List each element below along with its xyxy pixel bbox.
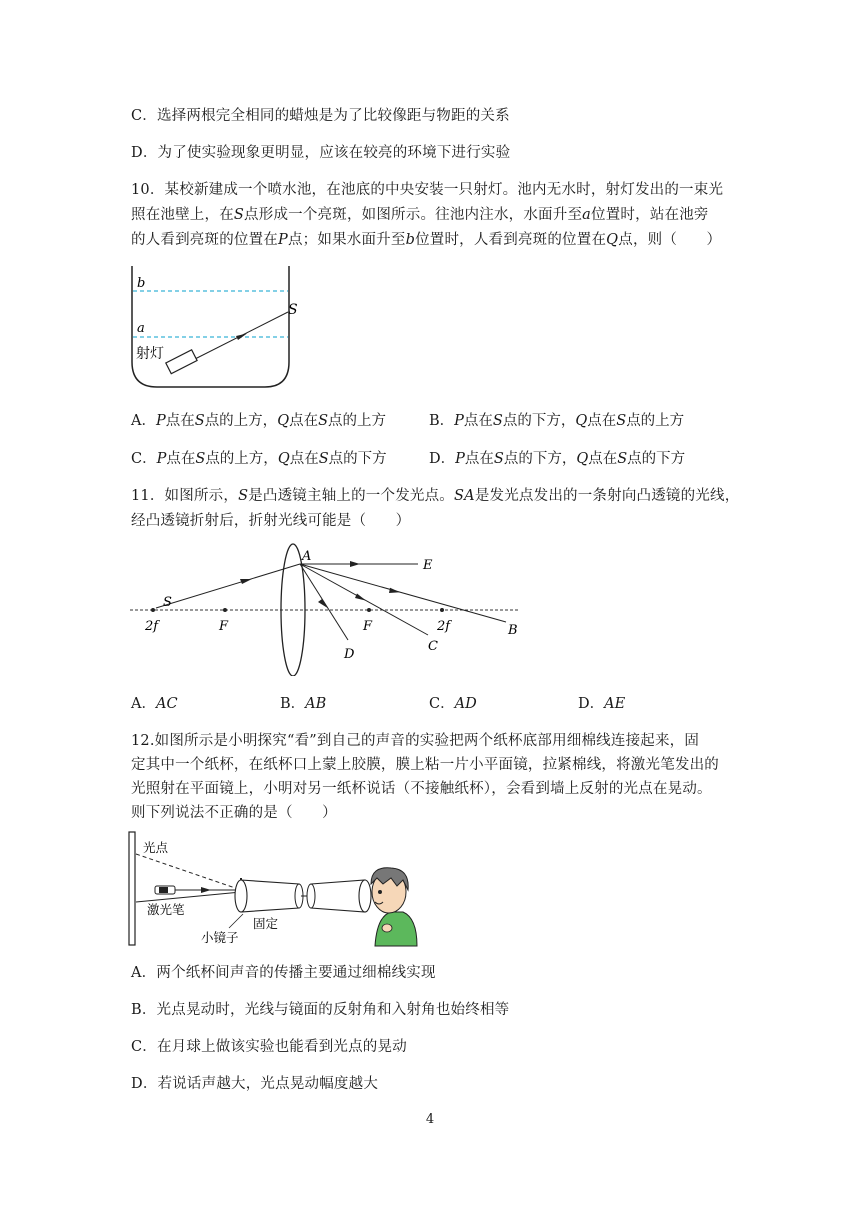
point-F-left xyxy=(223,608,227,612)
reflected-ray xyxy=(136,854,241,890)
label-mirror: 小镜子 xyxy=(201,930,239,945)
label-S: S xyxy=(288,302,298,318)
page-number: 4 xyxy=(425,1112,435,1127)
label-A: A xyxy=(302,549,312,564)
q10-stem-line-1: 10．某校新建成一个喷水池，在池底的中央安装一只射灯。池内无水时，射灯发出的一束光 xyxy=(131,182,724,198)
label-fixed: 固定 xyxy=(253,916,279,931)
ray-AC-arrow-icon xyxy=(355,594,366,601)
paper-cup-1 xyxy=(241,880,299,912)
q10-option-d: D．P点在S点的下方，Q点在S点的下方 xyxy=(429,451,686,467)
label-2f-left: 2f xyxy=(145,619,159,634)
q10-stem-line-3: 的人看到亮斑的位置在P点；如果水面升至b位置时，人看到亮斑的位置在Q点，则（ ） xyxy=(131,232,722,248)
laser-beam-2 xyxy=(136,892,241,902)
point-2f-left xyxy=(151,608,155,612)
incident-arrow-icon xyxy=(240,579,252,584)
q12-stem-line-3: 光照射在平面镜上，小明对另一纸杯说话（不接触纸杯），会看到墙上反射的光点在晃动。 xyxy=(131,781,712,797)
q12-stem-line-1: 12.如图所示是小明探究“看”到自己的声音的实验把两个纸杯底部用细棉线连接起来，固 xyxy=(131,733,700,749)
label-2f-right: 2f xyxy=(437,619,451,634)
q11-option-b: B．AB xyxy=(280,696,327,712)
q10-option-a: A．P点在S点的上方，Q点在S点的上方 xyxy=(131,413,387,429)
point-F-right xyxy=(367,608,371,612)
label-S: S xyxy=(163,595,172,610)
label-F-left: F xyxy=(219,619,229,634)
label-lamp: 射灯 xyxy=(136,346,164,362)
label-b: b xyxy=(137,276,146,291)
laser-arrow-icon xyxy=(201,887,211,893)
label-F-right: F xyxy=(363,619,373,634)
q12-option-c: C．在月球上做该实验也能看到光点的晃动 xyxy=(131,1039,407,1055)
label-B: B xyxy=(508,623,518,638)
q11-option-d: D．AE xyxy=(578,696,626,712)
q11-lens-figure xyxy=(128,538,528,676)
q10-option-b: B．P点在S点的下方，Q点在S点的上方 xyxy=(429,413,685,429)
q9-option-c: C．选择两根完全相同的蜡烛是为了比较像距与物距的关系 xyxy=(131,108,510,124)
boy-icon xyxy=(371,868,417,946)
q11-option-a: A．AC xyxy=(131,696,178,712)
label-E: E xyxy=(423,558,433,573)
q10-stem-line-2: 照在池壁上，在S点形成一个亮斑，如图所示。往池内注水，水面升至a位置时，站在池旁 xyxy=(131,207,709,223)
paper-cup-2 xyxy=(311,880,365,912)
label-spot: 光点 xyxy=(143,840,169,855)
wall xyxy=(129,832,135,945)
q11-stem-line-2: 经凸透镜折射后，折射光线可能是（ ） xyxy=(131,513,411,529)
q12-option-b: B．光点晃动时，光线与镜面的反射角和入射角也始终相等 xyxy=(131,1002,510,1018)
spotlight-lamp xyxy=(166,350,197,374)
ray-AE-arrow-icon xyxy=(350,561,360,567)
ray-AB-arrow-icon xyxy=(389,588,400,593)
q12-experiment-figure xyxy=(125,828,425,950)
label-C: C xyxy=(428,639,438,654)
label-D: D xyxy=(344,647,355,662)
point-2f-right xyxy=(440,608,444,612)
label-laser-pen: 激光笔 xyxy=(147,902,185,917)
q12-stem-line-2: 定其中一个纸杯，在纸杯口上蒙上胶膜，膜上粘一片小平面镜，拉紧棉线，将激光笔发出的 xyxy=(131,757,719,773)
q12-stem-line-4: 则下列说法不正确的是（ ） xyxy=(131,805,337,821)
label-a: a xyxy=(137,321,145,336)
q12-option-a: A．两个纸杯间声音的传播主要通过细棉线实现 xyxy=(131,965,436,981)
q11-option-c: C．AD xyxy=(429,696,477,712)
q11-stem-line-1: 11．如图所示，S是凸透镜主轴上的一个发光点。SA是发光点发出的一条射向凸透镜的光线， xyxy=(131,488,740,504)
q9-option-d: D．为了使实验现象更明显，应该在较亮的环境下进行实验 xyxy=(131,145,511,161)
q10-pool-figure xyxy=(125,262,305,392)
q12-option-d: D．若说话声越大，光点晃动幅度越大 xyxy=(131,1076,379,1092)
q10-option-c: C．P点在S点的上方，Q点在S点的下方 xyxy=(131,451,387,467)
